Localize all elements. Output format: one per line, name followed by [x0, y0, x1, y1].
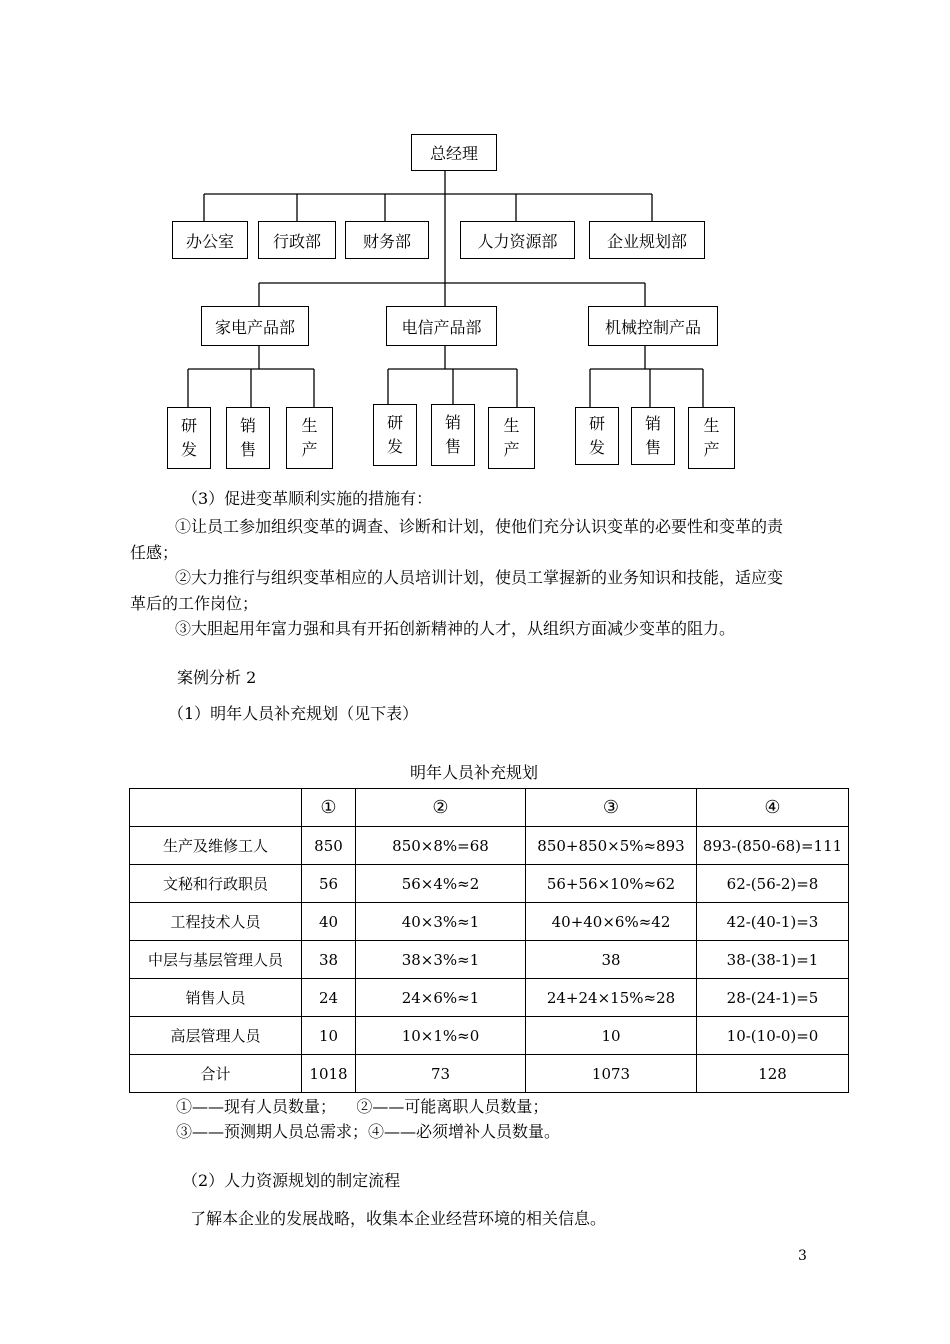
table-cell: 893-(850-68)=111 [697, 827, 849, 865]
process-text: 了解本企业的发展战略，收集本企业经营环境的相关信息。 [190, 1209, 607, 1228]
org-box-unit-rd-2 [373, 404, 417, 466]
table-cell: 128 [697, 1055, 849, 1093]
table-cell: 24 [302, 979, 356, 1017]
table-cell: 42-(40-1)=3 [697, 903, 849, 941]
unit-char: 售 [644, 438, 661, 457]
table-caption: 明年人员补充规划 [410, 763, 539, 782]
org-box-staff-finance: 财务部 [345, 221, 429, 259]
table-cell: 10-(10-0)=0 [697, 1017, 849, 1055]
table-cell: 73 [356, 1055, 526, 1093]
table-row [130, 903, 849, 941]
table-cell: 中层与基层管理人员 [130, 941, 302, 979]
org-box-unit-rd-1 [167, 407, 211, 469]
org-box-division-telecom: 电信产品部 [386, 306, 497, 346]
measure-item-1-line-2: 任感； [130, 543, 179, 562]
table-cell: 工程技术人员 [130, 903, 302, 941]
measure-item-2-line-1: ②大力推行与组织变革相应的人员培训计划，使员工掌握新的业务知识和技能，适应变 [175, 568, 784, 587]
org-box-unit-production-2 [488, 407, 535, 469]
unit-char: 发 [180, 440, 197, 459]
table-row [130, 865, 849, 903]
table-row [130, 827, 849, 865]
table-cell: 1073 [526, 1055, 697, 1093]
org-box-unit-production-3 [688, 407, 735, 469]
table-row [130, 1017, 849, 1055]
unit-char: 研 [386, 413, 403, 432]
unit-char: 售 [239, 440, 256, 459]
table-cell: 24×6%≈1 [356, 979, 526, 1017]
unit-char: 产 [503, 440, 520, 459]
table-cell: 38 [302, 941, 356, 979]
table-cell: 56 [302, 865, 356, 903]
table-cell: 38 [526, 941, 697, 979]
table-cell: 合计 [130, 1055, 302, 1093]
measures-heading: （3）促进变革顺利实施的措施有： [182, 489, 433, 508]
unit-char: 研 [588, 414, 605, 433]
org-box-unit-production-1 [286, 407, 333, 469]
unit-char: 发 [588, 438, 605, 457]
table-cell: 28-(24-1)=5 [697, 979, 849, 1017]
table-cell: 40 [302, 903, 356, 941]
unit-char: 销 [644, 414, 661, 433]
table-cell: 10×1%≈0 [356, 1017, 526, 1055]
staffing-plan-table [129, 788, 849, 1093]
table-cell: 40+40×6%≈42 [526, 903, 697, 941]
table-row [130, 941, 849, 979]
org-box-unit-sales-3 [631, 407, 675, 465]
table-cell: 10 [526, 1017, 697, 1055]
table-cell: 38-(38-1)=1 [697, 941, 849, 979]
org-box-staff-office: 办公室 [172, 221, 248, 259]
table-cell: 高层管理人员 [130, 1017, 302, 1055]
org-box-staff-planning: 企业规划部 [589, 221, 705, 259]
header-cell: ① [302, 789, 356, 827]
unit-char: 产 [703, 440, 720, 459]
org-box-staff-admin: 行政部 [258, 221, 336, 259]
org-box-division-appliance: 家电产品部 [201, 306, 309, 346]
unit-char: 销 [239, 416, 256, 435]
process-heading: （2）人力资源规划的制定流程 [182, 1171, 401, 1190]
table-header-row [130, 789, 849, 827]
org-box-unit-sales-1 [226, 407, 270, 469]
org-box-unit-rd-3 [575, 407, 619, 465]
case2-subtitle: （1）明年人员补充规划（见下表） [168, 704, 419, 723]
table-cell: 56+56×10%≈62 [526, 865, 697, 903]
measure-item-2-line-2: 革后的工作岗位； [130, 594, 259, 613]
header-cell: ③ [526, 789, 697, 827]
org-box-top: 总经理 [411, 134, 497, 171]
unit-char: 发 [386, 437, 403, 456]
org-box-staff-hr: 人力资源部 [460, 221, 575, 259]
unit-char: 售 [444, 437, 461, 456]
table-cell: 文秘和行政职员 [130, 865, 302, 903]
case2-title: 案例分析 2 [177, 668, 257, 687]
table-note-1: ①——现有人员数量； ②——可能离职人员数量； [176, 1097, 549, 1116]
table-cell: 24+24×15%≈28 [526, 979, 697, 1017]
unit-char: 销 [444, 413, 461, 432]
table-cell: 62-(56-2)=8 [697, 865, 849, 903]
table-cell: 1018 [302, 1055, 356, 1093]
measure-item-1-line-1: ①让员工参加组织变革的调查、诊断和计划，使他们充分认识变革的必要性和变革的责 [175, 517, 784, 536]
table-note-2: ③——预测期人员总需求；④——必须增补人员数量。 [176, 1122, 561, 1141]
table-cell: 850+850×5%≈893 [526, 827, 697, 865]
unit-char: 研 [180, 416, 197, 435]
header-cell: ④ [697, 789, 849, 827]
table-cell: 销售人员 [130, 979, 302, 1017]
table-cell: 40×3%≈1 [356, 903, 526, 941]
measure-item-3: ③大胆起用年富力强和具有开拓创新精神的人才，从组织方面减少变革的阻力。 [175, 619, 736, 638]
table-cell: 38×3%≈1 [356, 941, 526, 979]
unit-char: 生 [703, 416, 720, 435]
org-box-division-machinery: 机械控制产品 [588, 306, 718, 346]
table-row [130, 979, 849, 1017]
header-cell: ② [356, 789, 526, 827]
table-cell: 生产及维修工人 [130, 827, 302, 865]
unit-char: 生 [503, 416, 520, 435]
page-number: 3 [798, 1248, 807, 1264]
table-total-row [130, 1055, 849, 1093]
unit-char: 产 [301, 440, 318, 459]
org-box-unit-sales-2 [431, 404, 475, 466]
unit-char: 生 [301, 416, 318, 435]
table-cell: 10 [302, 1017, 356, 1055]
header-cell [130, 789, 302, 827]
table-cell: 850 [302, 827, 356, 865]
table-cell: 850×8%=68 [356, 827, 526, 865]
table-cell: 56×4%≈2 [356, 865, 526, 903]
